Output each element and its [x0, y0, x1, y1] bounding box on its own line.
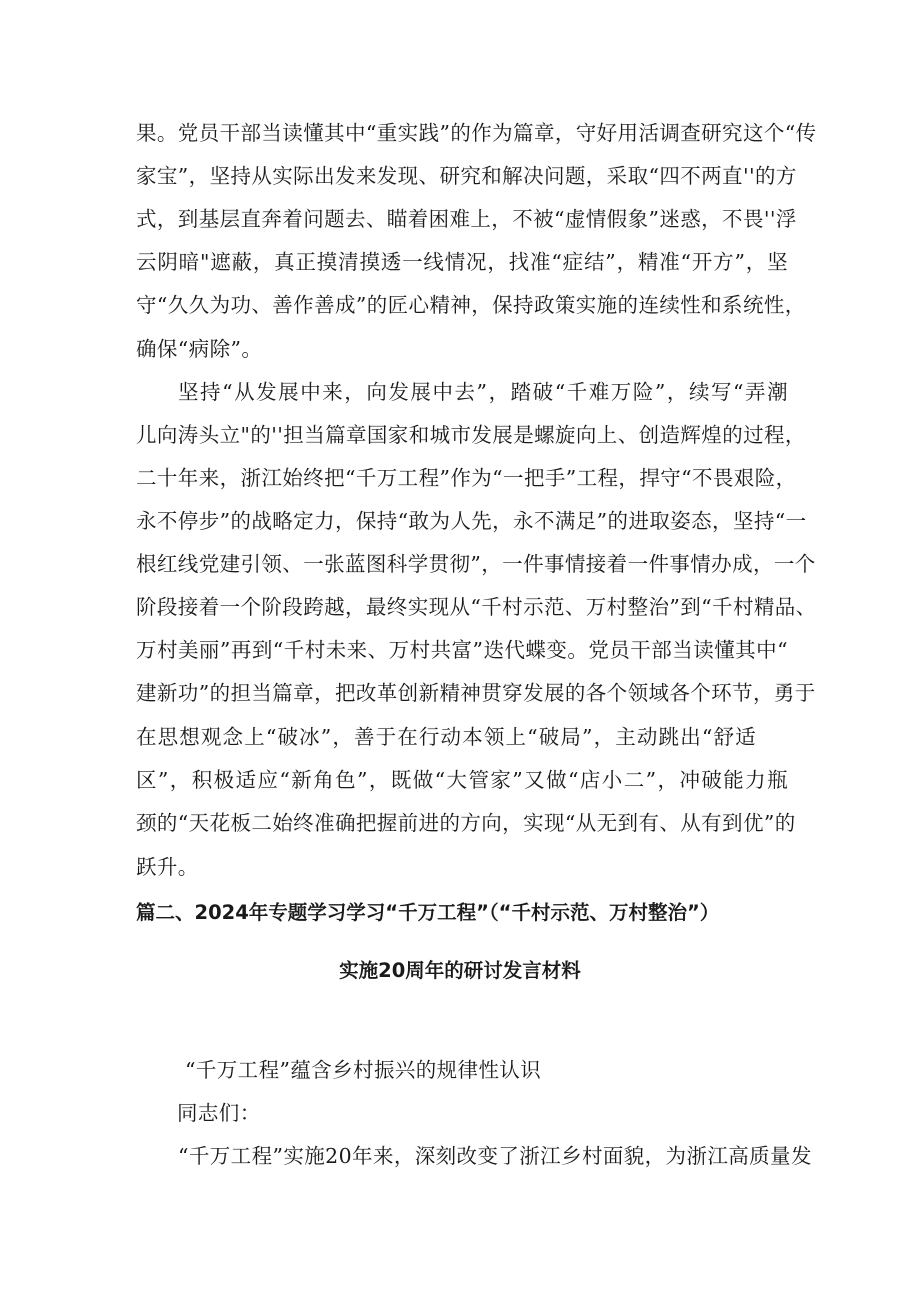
paragraph-line: 根红线党建引领、一张蓝图科学贯彻”，一件事情接着一件事情办成，一个: [136, 552, 816, 576]
paragraph-line: 阶段接着一个阶段跨越，最终实现从“千村示范、万村整治”到“千村精品、: [136, 595, 817, 619]
paragraph-line: 坚持“从发展中来，向发展中去”，踏破“千难万险”，续写“弄潮: [178, 380, 788, 404]
paragraph-line: 万村美丽”再到“千村未来、万村共富”迭代蝶变。党员干部当读懂其中“: [136, 638, 788, 662]
salutation: 同志们：: [177, 1101, 261, 1125]
paragraph-line: 确保“病除”。: [136, 337, 263, 361]
paragraph-line: 永不停步”的战略定力，保持“敢为人先，永不满足”的进取姿态，坚持“一: [136, 509, 807, 533]
paragraph-line: 果。党员干部当读懂其中“重实践”的作为篇章，守好用活调查研究这个“传: [136, 121, 817, 145]
paragraph-line: 二十年来，浙江始终把“千万工程”作为“一把手”工程，捍守“不畏艰险，: [136, 466, 797, 490]
paragraph-line: 守“久久为功、善作善成”的匠心精神，保持政策实施的连续性和系统性，: [136, 293, 806, 317]
paragraph-line: 区”，积极适应“新角色”，既做“大管家”又做“店小二”，冲破能力瓶: [136, 768, 788, 792]
paragraph-line: 家宝”，坚持从实际出发来发现、研究和解决问题，采取“四不两直''的方: [136, 164, 797, 188]
paragraph-line: 建新功”的担当篇章，把改革创新精神贯穿发展的各个领域各个环节，勇于: [136, 681, 816, 705]
paragraph-line: 在思想观念上“破冰”，善于在行动本领上“破局”，主动跳出“舒适: [136, 725, 756, 749]
paragraph-line: 云阴暗"遮蔽，真正摸清摸透一线情况，找准“症结”，精准“开方”，坚: [136, 250, 788, 274]
speech-title: “千万工程”蕴含乡村振兴的规律性认识: [185, 1058, 542, 1082]
section-heading: 篇二、2024年专题学习学习“千万工程”（“千村示范、万村整治”）: [136, 901, 720, 924]
paragraph-line: “千万工程”实施20年来，深刻改变了浙江乡村面貌，为浙江高质量发: [178, 1144, 812, 1168]
paragraph-line: 儿向涛头立"的''担当篇章国家和城市发展是螺旋向上、创造辉煌的过程，: [136, 423, 806, 447]
paragraph-line: 式，到基层直奔着问题去、瞄着困难上，不被“虚情假象”迷惑，不畏''浮: [136, 207, 797, 231]
paragraph-line: 颈的“天花板二始终准确把握前进的方向，实现“从无到有、从有到优”的: [136, 811, 796, 835]
section-subheading: 实施20周年的研讨发言材料: [339, 959, 581, 982]
paragraph-line: 跃升。: [136, 855, 199, 879]
